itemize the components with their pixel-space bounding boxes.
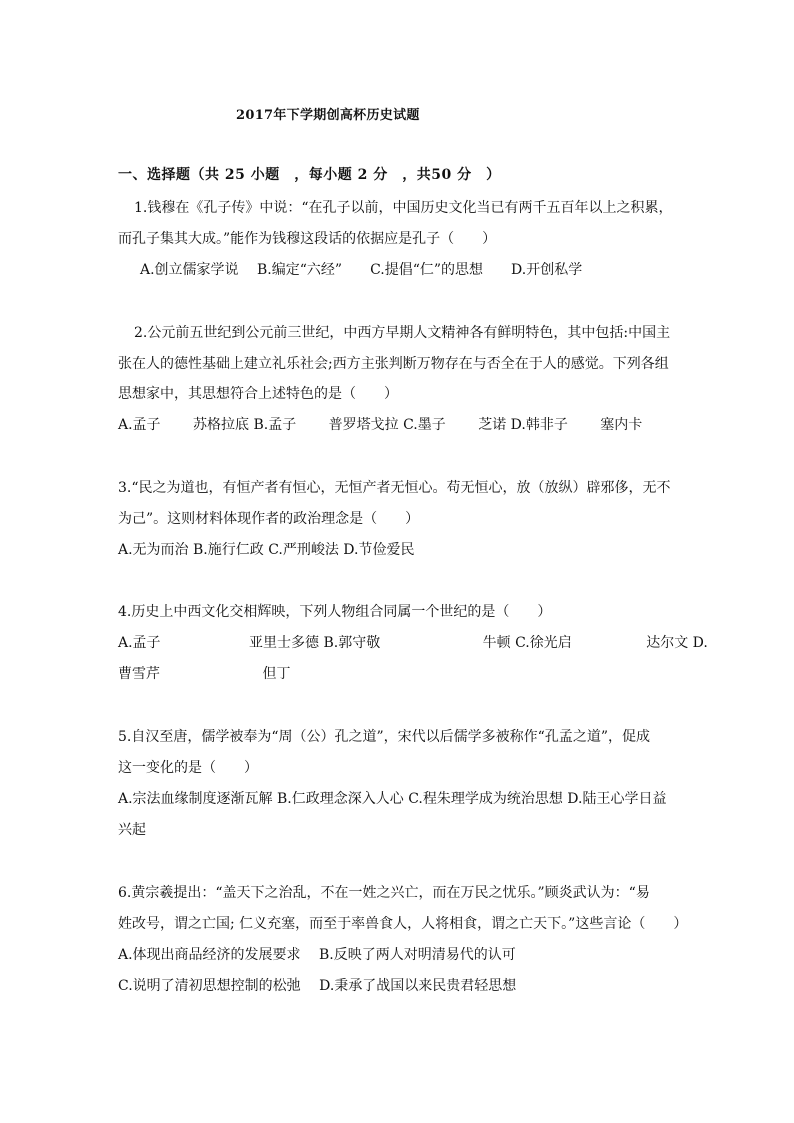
- q2-stem-line1: 2.公元前五世纪到公元前三世纪，中西方早期人文精神各有鲜明特色，其中包括:中国主: [134, 325, 671, 341]
- q1-options: A.创立儒家学说 B.编定“六经” C.提倡“仁”的思想 D.开创私学: [140, 262, 583, 278]
- q4-stem: 4.历史上中西文化交相辉映，下列人物组合同属一个世纪的是（ ）: [118, 604, 552, 620]
- section-heading: 一、选择题（共 25 小题 ，每小题 2 分 ，共50 分 ）: [118, 167, 501, 183]
- q2-options: A.孟子 苏格拉底 B.孟子 普罗塔戈拉 C.墨子 芝诺 D.韩非子 塞内卡: [118, 417, 643, 433]
- q1-stem-line2: 而孔子集其大成。”能作为钱穆这段话的依据应是孔子（ ）: [118, 231, 497, 247]
- q4-options-line1: A.孟子 亚里士多德 B.郭守敬 牛顿 C.徐光启 达尔文 D.: [118, 635, 708, 651]
- q1-stem-line1: 1.钱穆在《孔子传》中说：“在孔子以前，中国历史文化当已有两千五百年以上之积累，: [134, 200, 673, 216]
- q3-stem-line1: 3.“民之为道也，有恒产者有恒心，无恒产者无恒心。苟无恒心，放（放纵）辟邪侈，无不: [118, 480, 671, 496]
- q5-options-line1: A.宗法血缘制度逐渐瓦解 B.仁政理念深入人心 C.程朱理学成为统治思想 D.陆王心学日益: [118, 791, 667, 807]
- q4-options-line2: 曹雪芹 但丁: [118, 666, 291, 682]
- q2-stem-line3: 思想家中，其思想符合上述特色的是（ ）: [118, 386, 398, 402]
- q3-stem-line2: 为己”。这则材料体现作者的政治理念是（ ）: [118, 511, 420, 527]
- exam-title: 2017年下学期创高杯历史试题: [236, 108, 420, 123]
- q5-stem-line2: 这一变化的是（ ）: [118, 760, 258, 776]
- q5-stem-line1: 5.自汉至唐，儒学被奉为“周（公）孔之道”，宋代以后儒学多被称作“孔孟之道”，促成: [118, 729, 650, 745]
- q6-options-line2: C.说明了清初思想控制的松弛 D.秉承了战国以来民贵君轻思想: [118, 978, 517, 994]
- q2-stem-line2: 张在人的德性基础上建立礼乐社会;西方主张判断万物存在与否全在于人的感觉。下列各组: [118, 356, 669, 372]
- q6-stem-line2: 姓改号，谓之亡国; 仁义充塞，而至于率兽食人，人将相食，谓之亡天下。”这些言论（ ）: [118, 916, 688, 932]
- q6-stem-line1: 6.黄宗羲提出：“盖天下之治乱，不在一姓之兴亡，而在万民之忧乐。”顾炎武认为：“易: [118, 885, 650, 901]
- q6-options-line1: A.体现出商品经济的发展要求 B.反映了两人对明清易代的认可: [118, 947, 516, 963]
- q5-options-line2: 兴起: [118, 822, 146, 838]
- q3-options: A.无为而治 B.施行仁政 C.严刑峻法 D.节俭爱民: [118, 542, 415, 558]
